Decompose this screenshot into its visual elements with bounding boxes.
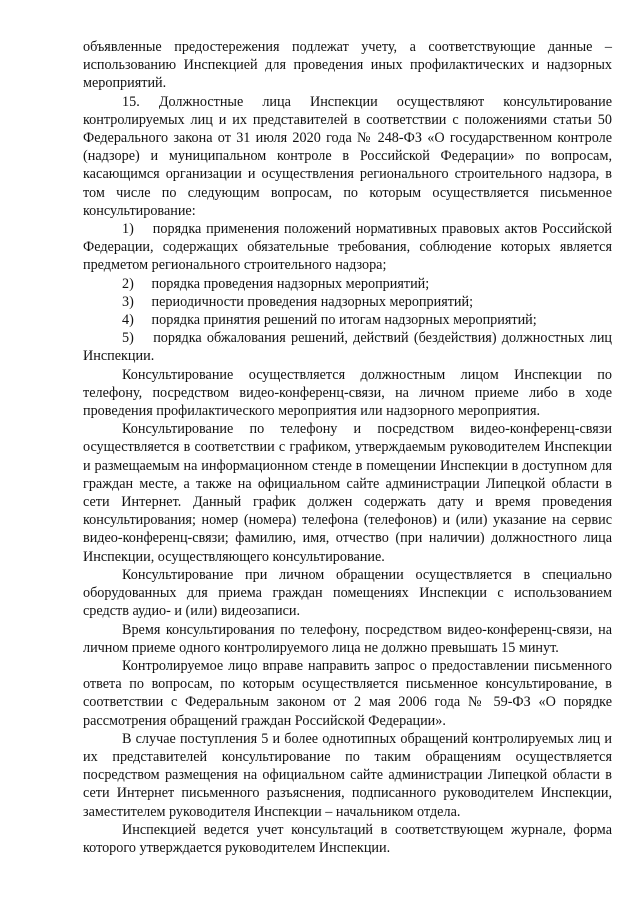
list-item-5 (83, 329, 612, 365)
paragraph-preceding: объявленные предостережения подлежат учету, а соответствующие данные – использованию Инспекцией для проведения иных профилактических и надзорных мероприятий. (83, 39, 612, 92)
list-item-4 (83, 311, 612, 329)
list-item-3 (83, 293, 612, 311)
paragraph-consult-methods: Консультирование осуществляется должностным лицом Инспекции по телефону, посредством видео-конференц-связи, на личном приеме либо в ходе проведения профилактического мероприятия или надзорного мероприятия. (83, 366, 612, 420)
list-number: 2) (122, 275, 134, 292)
paragraph-five-requests: В случае поступления 5 и более однотипных обращений контролируемых лиц и их представителей консультирование по таким обращениям осуществляется посредством размещения на официальном сайте администрации Липецкой области в сети Интернет письменного разъяснения, подписанного руководителем Инспекции, заместителем руководителя Инспекции – начальником отдела. (83, 730, 612, 820)
list-number: 5) (122, 330, 134, 347)
paragraph-time: Время консультирования по телефону, посредством видео-конференц-связи, на личном приеме одного контролируемого лица не должно превышать 15 минут. (83, 621, 612, 656)
list-text: порядка обжалования решений, действий (бездействия) должностных лиц Инспекции. (83, 330, 613, 365)
list-number: 1) (122, 221, 134, 238)
paragraph-journal: Инспекцией ведется учет консультаций в соответствующем журнале, форма которого утверждается руководителем Инспекции. (83, 821, 612, 856)
list-text: периодичности проведения надзорных мероприятий; (151, 293, 474, 310)
list-number: 3) (122, 293, 134, 310)
list-text: порядка проведения надзорных мероприятий; (151, 275, 430, 292)
paragraph-schedule: Консультирование по телефону и посредством видео-конференц-связи осуществляется в соответствии с графиком, утверждаемым руководителем Инспекции и размещаемым на информационном стенде в помещении Инспекции в доступном для граждан месте, а также на официальном сайте администрации Липецкой области в сети Интернет. Данный график должен содержать дату и время проведения консультирования; номер (номера) телефона (телефонов) и (или) указание на сервис видео-конференц-связи; фамилию, имя, отчество (при наличии) должностного лица Инспекции, осуществляющего консультирование. (83, 421, 612, 565)
list-item-1 (83, 220, 612, 275)
list-text: порядка принятия решений по итогам надзорных мероприятий; (151, 312, 537, 329)
list-item-2 (83, 275, 612, 293)
list-text: порядка применения положений нормативных правовых актов Российской Федерации, содержащих обязательные требования, соблюдение которых является предметом регионального строительного надзора; (83, 221, 613, 274)
paragraph-15: 15. Должностные лица Инспекции осуществляют консультирование контролируемых лиц и их представителей в соответствии с положениями статьи 50 Федерального закона от 31 июля 2020 года № 248-ФЗ «О государственном контроле (надзоре) и муниципальном контроле в Российской Федерации» по вопросам, касающимся организации и осуществления регионального строительного надзора, в том числе по следующим вопросам, по которым осуществляется письменное консультирование: (83, 93, 612, 219)
paragraph-personal: Консультирование при личном обращении осуществляется в специально оборудованных для приема граждан помещениях Инспекции с использованием средств аудио- и (или) видеозаписи. (83, 566, 612, 620)
paragraph-written-request: Контролируемое лицо вправе направить запрос о предоставлении письменного ответа по вопросам, по которым осуществляется письменное консультирование, в соответствии с Федеральным законом от 2 мая 2006 года № 59-ФЗ «О порядке рассмотрения обращений граждан Российской Федерации». (83, 657, 612, 729)
list-number: 4) (122, 312, 134, 329)
